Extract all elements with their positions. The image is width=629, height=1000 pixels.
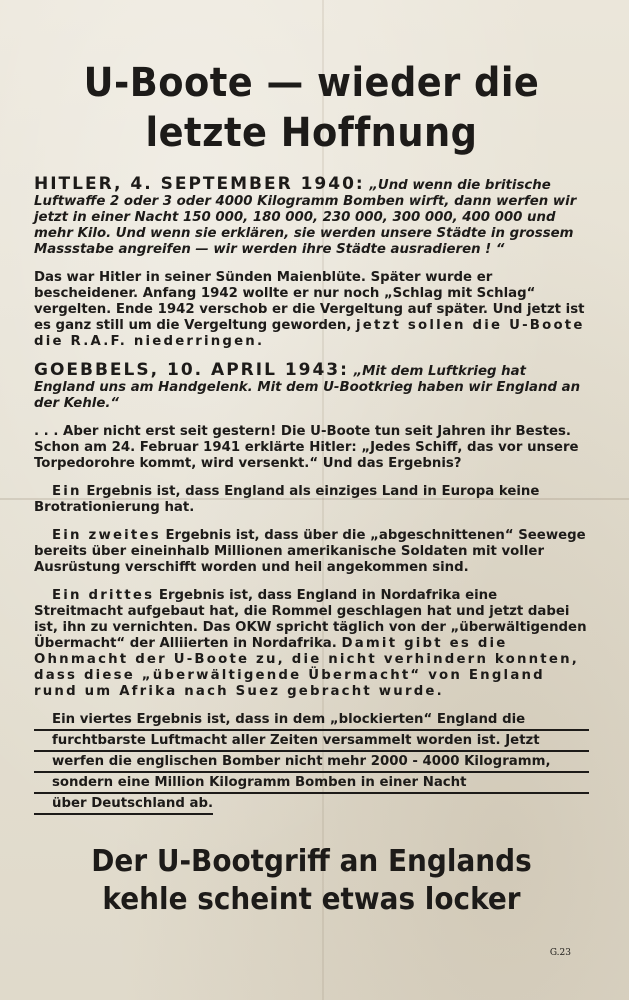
goebbels-paragraph: [34, 362, 589, 412]
paragraph-5-text: Ergebnis ist, dass England als einziges Land in Europa keine Brotrationierung hat.: [34, 484, 540, 515]
paragraph-8-line-5: über Deutschland ab.: [34, 796, 213, 815]
headline-line-1: U-Boote — wieder die: [83, 60, 540, 106]
paragraph-7-spaced: Ein drittes: [52, 588, 155, 603]
paragraph-8-underlined: [34, 712, 589, 817]
paragraph-7: [34, 588, 589, 700]
footer-line-2: kehle scheint etwas locker: [102, 882, 521, 917]
goebbels-quote: „Mit dem Luftkrieg hat England uns am Handgelenk. Mit dem U-Bootkrieg haben wir England an der Kehle.“: [34, 364, 581, 411]
paragraph-4: . . . Aber nicht erst seit gestern! Die U-Boote tun seit Jahren ihr Bestes. Schon am 24. Februar 1941 erklärte Hitler: „Jedes Schiff, das vor unsere Torpedorohre kommt, wird versenkt.“ Und das Ergebnis?: [34, 424, 579, 471]
paragraph-8-line-4: sondern eine Million Kilogramm Bomben in einer Nacht: [34, 775, 589, 794]
leaflet-code: G.23: [549, 948, 571, 958]
paragraph-7-spaced-end: Damit gibt es die Ohnmacht der U-Boote zu, die nicht verhindern konnten, dass diese „überwältigende Übermacht“ von England rund um Afrika nach Suez gebracht wurde.: [34, 636, 579, 699]
paragraph-2: [34, 270, 589, 350]
paragraph-6-text: Ergebnis ist, dass über die „abgeschnittenen“ Seewege bereits über eineinhalb Millionen amerikanische Soldaten mit voller Ausrüstung verschifft worden und heil angekommen sind.: [34, 528, 586, 575]
paragraph-6: [34, 528, 589, 576]
footer-line-1: Der U-Bootgriff an Englands: [91, 844, 532, 879]
paragraph-5: [34, 484, 589, 516]
paragraph-7-text: Ergebnis ist, dass England in Nordafrika eine Streitmacht aufgebaut hat, die Rommel geschlagen hat und jetzt dabei ist, ihn zu vernichten. Das OKW spricht täglich von der „überwältigenden Übermacht“ der Alliierten in Nordafrika.: [34, 588, 587, 651]
paragraph-2-text: Das war Hitler in seiner Sünden Maienblüte. Später wurde er bescheidener. Anfang 1942 wollte er nur noch „Schlag mit Schlag“ vergelten. Ende 1942 verschob er die Vergeltung auf später. Und jetzt ist es ganz still um die Vergeltung geworden,: [34, 270, 585, 333]
hitler-paragraph: [34, 176, 589, 258]
headline-line-2: letzte Hoffnung: [145, 110, 478, 156]
paragraph-8-line-2: furchtbarste Luftmacht aller Zeiten versammelt worden ist. Jetzt: [34, 733, 589, 752]
paragraph-8-line-1: Ein viertes Ergebnis ist, dass in dem „blockierten“ England die: [34, 712, 589, 731]
footer-slogan: [53, 843, 569, 919]
headline: [56, 58, 567, 158]
paragraph-5-spaced: Ein: [52, 484, 82, 499]
paragraph-8-line-3: werfen die englischen Bomber nicht mehr 2000 - 4000 Kilogramm,: [34, 754, 589, 773]
paragraph-6-spaced: Ein zweites: [52, 528, 161, 543]
leaflet-content: [34, 58, 589, 919]
hitler-lead: HITLER, 4. SEPTEMBER 1940:: [34, 174, 365, 194]
paragraph-2-spaced: jetzt sollen die U-Boote die R.A.F. niederringen.: [34, 318, 585, 349]
goebbels-lead: GOEBBELS, 10. APRIL 1943:: [34, 360, 349, 380]
hitler-quote: „Und wenn die britische Luftwaffe 2 oder 3 oder 4000 Kilogramm Bomben wirft, dann werfen wir jetzt in einer Nacht 150 000, 180 000, 230 000, 300 000, 400 000 und mehr Kilo. Und wenn sie erklären, sie werden unsere Städte in grossem Massstabe angreifen — wir werden ihre Städte ausradieren ! “: [34, 178, 577, 257]
